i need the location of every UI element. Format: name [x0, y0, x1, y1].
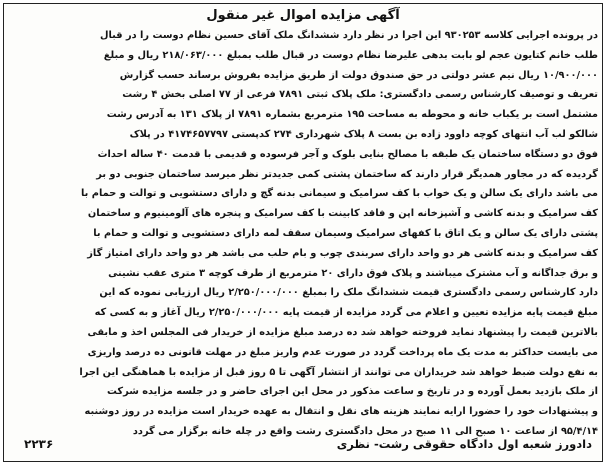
- body-line: و پیشنهادات خود را حضورا ارایه نمایند هزینه های نقل و انتقال به عهده خریدار است مزایده در روز دوشنبه: [84, 406, 598, 418]
- body-line: طلب خانم کتایون عجم لو بابت بدهی علیرضا نظام دوست در قبال طلب بمبلغ ۲۱۸/۰۶۳/۰۰۰ ریال و مبلغ: [103, 49, 598, 61]
- body-line: تعریف و توصیف کارشناس رسمی دادگستری: ملک پلاک ثبتی ۷۸۹۱ فرعی از ۷۷ اصلی بخش ۴ رشت: [122, 89, 598, 101]
- body-line: کف سرامیک و بدنه کاشی هر دو واحد دارای سربندی چوب و بام حلب می باشد هر دو واحد دارای امتیاز گاز: [87, 247, 598, 259]
- body-line: دارد کارشناس رسمی دادگستری قیمت ششدانگ ملک را بمبلغ ۲/۲۵۰/۰۰۰/۰۰۰ ریال ارزیابی نموده که این: [99, 287, 598, 299]
- ref-number: ۲۲۳۶: [24, 437, 54, 451]
- body-line: از ملک بازدید بعمل آورده و در تاریخ و ساعت مذکور در محل این اجرای حاضر و در جلسه مزایده شرکت: [107, 386, 598, 398]
- body-line: ۹۵/۴/۱۴ از ساعت ۱۰ صبح الی ۱۱ صبح در محل دادگستری رشت واقع در چله خانه برگزار می گردد: [132, 425, 598, 437]
- notice-footer: [10, 434, 596, 458]
- notice-body: [8, 26, 598, 437]
- body-line: مشتمل است بر یکباب خانه و محوطه به مساحت ۱۹۵ مترمربع بشماره ۷۸۹۱ از پلاک ۱۳۱ به آدرس رشت: [106, 109, 598, 121]
- body-line: و برق جداگانه و آب مشترک میباشند و پلاک فوق دارای ۲۰ مترمربع از طرف کوچه ۳ متری عقب نشینی: [108, 267, 598, 279]
- notice-frame: [3, 3, 603, 462]
- signature: دادورز شعبه اول دادگاه حقوقی رشت- نظری: [336, 437, 592, 451]
- body-line: مبلغ قیمت پایه مزایده تعیین و اعلام می گردد مزایده از قیمت پایه ۲/۲۵۰/۰۰۰/۰۰۰ ریال آغاز و به کسی که: [94, 307, 598, 319]
- body-line: می بایست حداکثر به مدت یک ماه پرداخت گردد در صورت عدم واریز مبلغ در مهلت قانونی ده درصد واریزی: [87, 346, 598, 358]
- body-line: شالکو لب آب انتهای کوچه داوود زاده بن بست ۸ پلاک شهرداری ۲۷۴ کدپستی ۴۱۷۴۶۵۷۷۹۷ در پلاک: [129, 128, 598, 140]
- body-line: به نفع دولت ضبط خواهد شد خریداران می توانند از انتشار آگهی تا ۵ روز قبل از مزایده با هماهنگی این اجرا: [79, 366, 598, 378]
- body-line: بالاترین قیمت را پیشنهاد نماید فروخته خواهد شد ده درصد مبلغ مزایده از خریدار فی المجلس اخذ و مابقی: [87, 326, 598, 338]
- notice-title: آگهی مزایده اموال غیر منقول: [206, 8, 400, 23]
- body-line: ۱۰/۹۰۰/۰۰۰ ریال نیم عشر دولتی در حق صندوق دولت از طریق مزایده بفروش برساند حسب گزارش: [119, 69, 598, 81]
- body-line: می باشد دارای یک سالن و یک خواب با کف سرامیک و سیمانی بدنه گچ و دارای دستشویی و توالت و حمام با: [81, 188, 598, 200]
- body-line: فوق دو دستگاه ساختمان یک طبقه با مصالح بنایی بلوک و آجر فرسوده و قدیمی با قدمت ۴۰ ساله احداث: [97, 148, 598, 160]
- body-line: در پرونده اجرایی کلاسه ۹۳۰۲۵۳ این اجرا در نظر دارد ششدانگ ملک آقای حسین نظام دوست را در قبال: [99, 30, 598, 41]
- body-line: کف سرامیک و بدنه کاشی و آشپزخانه اپن و فاقد کابینت با کف سرامیک و پنجره های آلومینیوم و ساختمان: [87, 208, 598, 220]
- body-line: گردیده که در مجاور همدیگر قرار دارند که ساختمان پشتی کمی جدیدتر نظر میرسد ساختمان جنوبی دو بر: [96, 168, 598, 180]
- body-line: پشتی دارای یک سالن و یک اتاق با کفهای سرامیک وسیمان سقف لمه دارای دستشویی و توالت و حمام با: [93, 227, 598, 239]
